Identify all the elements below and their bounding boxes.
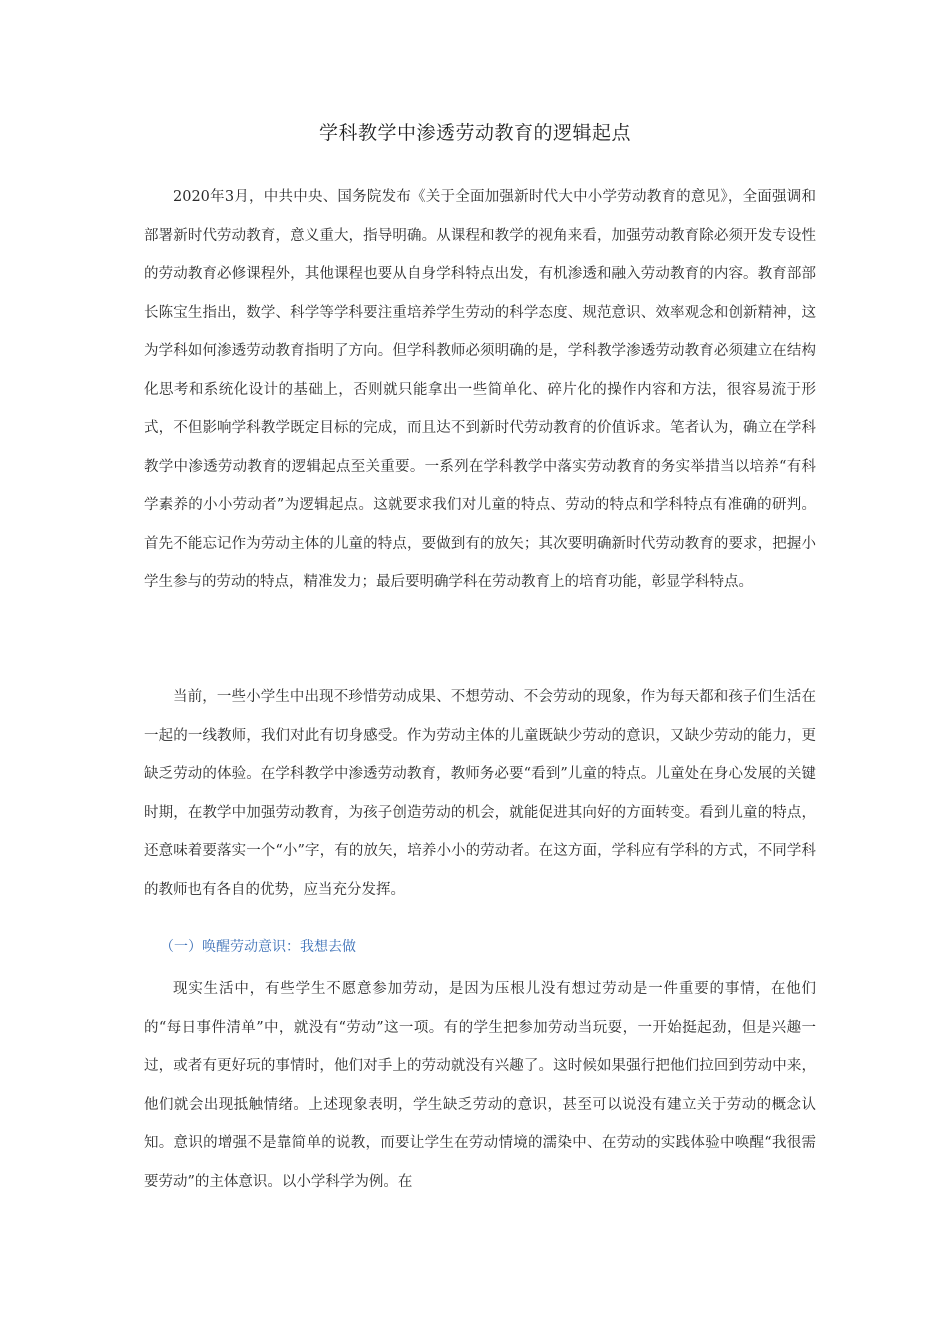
paragraph-2: 当前，一些小学生中出现不珍惜劳动成果、不想劳动、不会劳动的现象，作为每天都和孩子们生活在一起的一线教师，我们对此有切身感受。作为劳动主体的儿童既缺少劳动的意识，又缺少劳动的能力，更缺乏劳动的体验。在学科教学中渗透劳动教育，教师务必要“看到”儿童的特点。儿童处在身心发展的关键时期，在教学中加强劳动教育，为孩子创造劳动的机会，就能促进其向好的方面转变。看到儿童的特点，还意味着要落实一个“小”字，有的放矢，培养小小的劳动者。在这方面，学科应有学科的方式，不同学科的教师也有各自的优势，应当充分发挥。 [144,689,816,898]
document-title: 学科教学中渗透劳动教育的逻辑起点 [318,122,631,144]
paragraph-1: 2020年3月，中共中央、国务院发布《关于全面加强新时代大中小学劳动教育的意见》，全面强调和部署新时代劳动教育，意义重大，指导明确。从课程和教学的视角来看，加强劳动教育除必须开发专设性的劳动教育必修课程外，其他课程也要从自身学科特点出发，有机渗透和融入劳动教育的内容。教育部部长陈宝生指出，数学、科学等学科要注重培养学生劳动的科学态度、规范意识、效率观念和创新精神，这为学科如何渗透劳动教育指明了方向。但学科教师必须明确的是，学科教学渗透劳动教育必须建立在结构化思考和系统化设计的基础上，否则就只能拿出一些简单化、碎片化的操作内容和方法，很容易流于形式，不但影响学科教学既定目标的完成，而且达不到新时代劳动教育的价值诉求。笔者认为，确立在学科教学中渗透劳动教育的逻辑起点至关重要。一系列在学科教学中落实劳动教育的务实举措当以培养“有科学素养的小小劳动者”为逻辑起点。这就要求我们对儿童的特点、劳动的特点和学科特点有准确的研判。首先不能忘记作为劳动主体的儿童的特点，要做到有的放矢；其次要明确新时代劳动教育的要求，把握小学生参与的劳动的特点，精准发力；最后要明确学科在劳动教育上的培育功能，彰显学科特点。 [144,189,816,590]
paragraph-3: 现实生活中，有些学生不愿意参加劳动，是因为压根儿没有想过劳动是一件重要的事情，在他们的“每日事件清单”中，就没有“劳动”这一项。有的学生把参加劳动当玩耍，一开始挺起劲，但是兴趣一过，或者有更好玩的事情时，他们对手上的劳动就没有兴趣了。这时候如果强行把他们拉回到劳动中来，他们就会出现抵触情绪。上述现象表明，学生缺乏劳动的意识，甚至可以说没有建立关于劳动的概念认知。意识的增强不是靠简单的说教，而要让学生在劳动情境的濡染中、在劳动的实践体验中唤醒“我很需要劳动”的主体意识。以小学科学为例。在 [144,981,816,1190]
section-subheading: （一）唤醒劳动意识：我想去做 [160,939,356,955]
